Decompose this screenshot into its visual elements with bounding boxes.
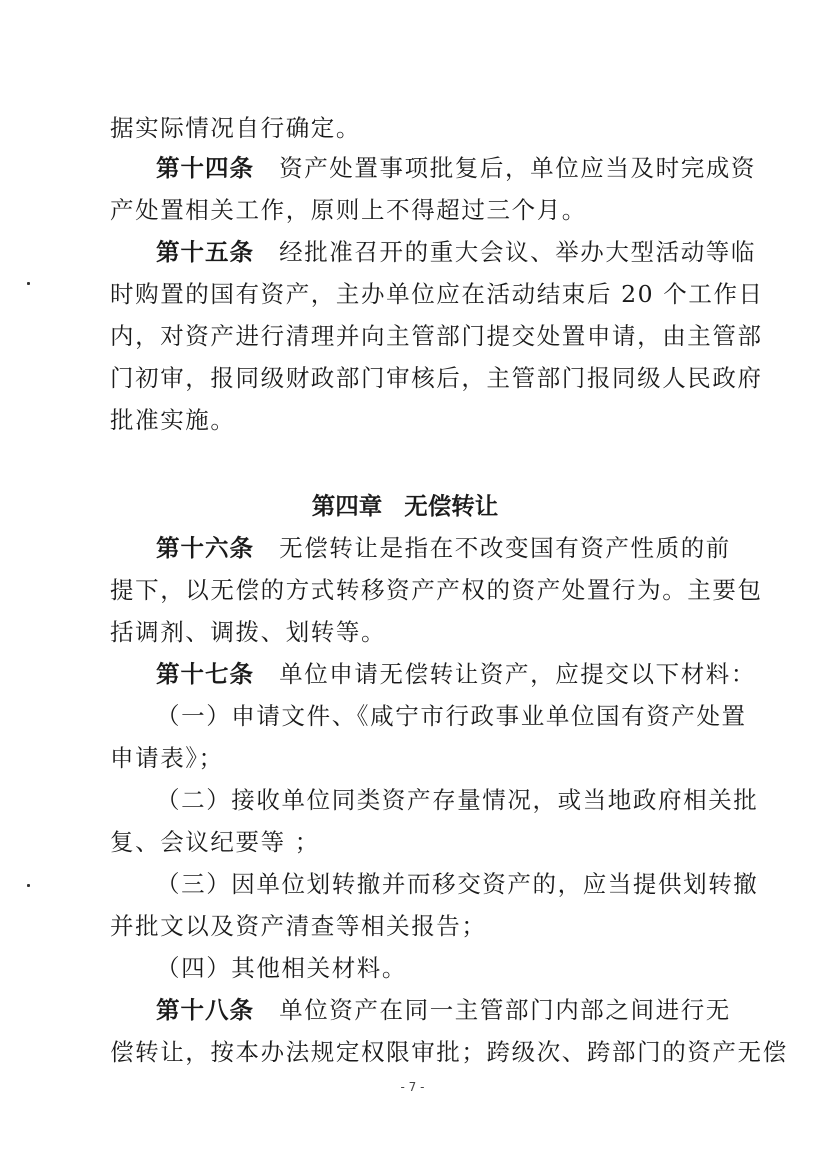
article-number: 第十七条	[156, 660, 254, 688]
text-line: 时购置的国有资产，主办单位应在活动结束后 20 个工作日	[110, 280, 764, 308]
text-line: （一）申请文件、《咸宁市行政事业单位国有资产处置	[156, 702, 747, 730]
text-line: （二）接收单位同类资产存量情况，或当地政府相关批	[156, 786, 759, 814]
text-line: 提下，以无偿的方式转移资产产权的资产处置行为。主要包	[110, 576, 763, 604]
article-number: 第十六条	[156, 534, 254, 562]
article-number: 第十八条	[156, 996, 254, 1024]
text-line: 据实际情况自行确定。	[110, 114, 361, 142]
article-line: 第十七条 单位申请无偿转让资产，应提交以下材料：	[156, 660, 757, 688]
article-line: 第十五条 经批准召开的重大会议、举办大型活动等临	[156, 238, 757, 266]
article-line: 第十六条 无偿转让是指在不改变国有资产性质的前	[156, 534, 731, 562]
text-line: 括调剂、调拨、划转等。	[110, 618, 387, 646]
chapter-title: 无偿转让	[404, 492, 499, 520]
article-number: 第十五条	[156, 238, 254, 266]
text-line: 批准实施。	[110, 406, 236, 434]
chapter-heading	[110, 490, 700, 522]
article-line: 第十四条 资产处置事项批复后，单位应当及时完成资	[156, 154, 757, 182]
scan-mark	[27, 884, 30, 887]
text-line: （三）因单位划转撤并而移交资产的，应当提供划转撤	[156, 870, 759, 898]
text-line: 门初审，报同级财政部门审核后，主管部门报同级人民政府	[110, 364, 763, 392]
text-line: （四）其他相关材料。	[156, 954, 407, 982]
page-number: - 7 -	[400, 1080, 425, 1094]
text-line: 申请表》；	[110, 744, 224, 772]
article-line: 第十八条 单位资产在同一主管部门内部之间进行无	[156, 996, 731, 1024]
text-line: 复、会议纪要等 ；	[110, 828, 320, 856]
text-line: 内，对资产进行清理并向主管部门提交处置申请，由主管部	[110, 322, 763, 350]
article-number: 第十四条	[156, 154, 254, 182]
text-line: 并批文以及资产清查等相关报告；	[110, 912, 487, 940]
scan-mark	[27, 282, 30, 285]
text-line: 偿转让，按本办法规定权限审批；跨级次、跨部门的资产无偿	[110, 1038, 788, 1066]
text-line: 产处置相关工作，原则上不得超过三个月。	[110, 196, 587, 224]
chapter-number: 第四章	[311, 492, 383, 520]
